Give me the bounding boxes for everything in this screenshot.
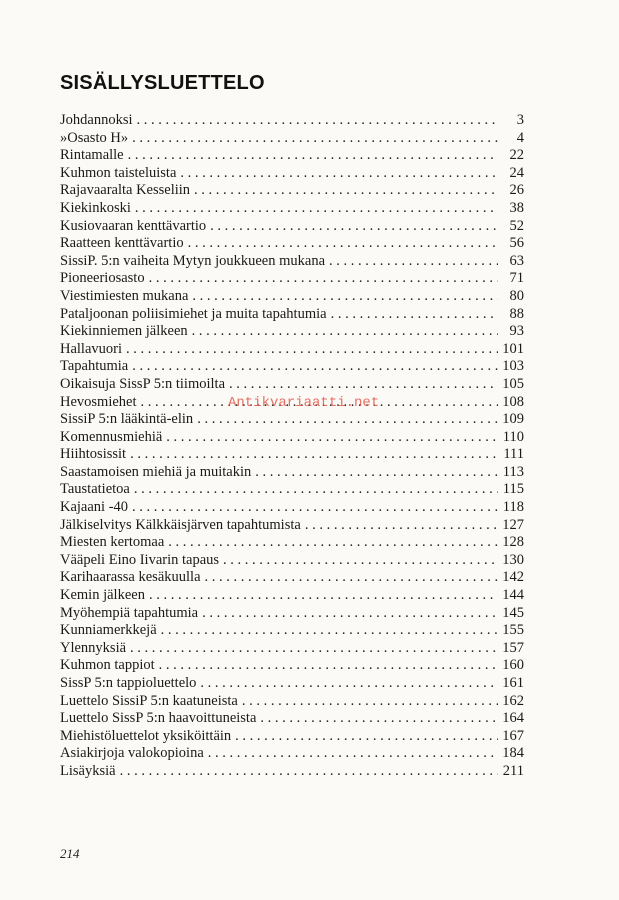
toc-entry [60, 499, 524, 517]
toc-leader-dots [200, 675, 498, 693]
toc-entry [60, 218, 524, 236]
toc-entry-page: 157 [502, 639, 524, 656]
toc-entry-page: 145 [502, 604, 524, 621]
toc-entry-page: 118 [502, 499, 524, 516]
toc-entry-page: 56 [509, 235, 524, 252]
toc-leader-dots [149, 270, 498, 288]
toc-entry [60, 341, 524, 359]
toc-entry [60, 200, 524, 218]
toc-leader-dots [202, 605, 498, 623]
toc-entry [60, 640, 524, 658]
toc-leader-dots [329, 253, 498, 271]
toc-leader-dots [188, 235, 498, 253]
toc-entry-title: Komennusmiehiä [60, 428, 163, 445]
toc-entry-page: 38 [509, 199, 524, 216]
toc-entry-title: Miesten kertomaa [60, 534, 165, 551]
toc-entry-title: Hevosmiehet [60, 393, 137, 410]
toc-entry-page: 93 [509, 323, 524, 340]
toc-entry [60, 710, 524, 728]
toc-entry [60, 693, 524, 711]
toc-entry-title: Raatteen kenttävartio [60, 235, 184, 252]
toc-leader-dots [128, 147, 498, 165]
toc-leader-dots [135, 200, 498, 218]
toc-entry-title: Oikaisuja SissP 5:n tiimoilta [60, 375, 226, 392]
toc-entry-title: Kajaani -40 [60, 499, 129, 516]
toc-entry [60, 481, 524, 499]
toc-entry-title: Kunniamerkkejä [60, 622, 157, 639]
toc-entry-title: »Osasto H» [60, 129, 129, 146]
toc-entry-title: Johdannoksi [60, 112, 133, 128]
toc-leader-dots [159, 657, 498, 675]
toc-entry [60, 675, 524, 693]
toc-entry-page: 63 [509, 252, 524, 269]
toc-entry-page: 109 [502, 411, 524, 428]
toc-entry-page: 127 [502, 516, 524, 533]
toc-entry-page: 26 [509, 182, 524, 199]
toc-entry-title: Myöhempiä tapahtumia [60, 604, 199, 621]
toc-leader-dots [149, 587, 498, 605]
toc-entry-title: Taustatietoa [60, 481, 130, 498]
toc-entry-page: 142 [502, 569, 524, 586]
toc-entry-title: Asiakirjoja valokopioina [60, 745, 204, 762]
toc-leader-dots [120, 763, 498, 781]
toc-entry-title: Lisäyksiä [60, 762, 116, 779]
toc-entry-page: 144 [502, 587, 524, 604]
toc-entry [60, 411, 524, 429]
toc-entry [60, 622, 524, 640]
toc-leader-dots [260, 710, 498, 728]
toc-leader-dots [331, 306, 498, 324]
toc-entry-page: 184 [502, 745, 524, 762]
toc-entry [60, 745, 524, 763]
toc-entry [60, 517, 524, 535]
toc-leader-dots [166, 429, 498, 447]
toc-leader-dots [255, 464, 498, 482]
toc-leader-dots [132, 499, 498, 517]
toc-entry-title: SissiP 5:n lääkintä-elin [60, 411, 194, 428]
toc-entry-title: Hallavuori [60, 340, 123, 357]
toc-leader-dots [161, 622, 498, 640]
toc-entry-page: 103 [502, 358, 524, 375]
toc-entry-page: 113 [502, 463, 524, 480]
toc-entry [60, 270, 524, 288]
toc-entry [60, 464, 524, 482]
toc-entry-title: Hiihtosissit [60, 446, 127, 463]
toc-entry [60, 446, 524, 464]
toc-entry-page: 110 [502, 428, 524, 445]
toc-leader-dots [197, 411, 498, 429]
toc-entry-title: Karihaarassa kesäkuulla [60, 569, 201, 586]
toc-entry-page: 22 [509, 147, 524, 164]
toc-entry-title: SissiP. 5:n vaiheita Mytyn joukkueen mukana [60, 252, 326, 269]
toc-entry-title: Jälkiselvitys Kälkkäisjärven tapahtumista [60, 516, 301, 533]
toc-entry-title: Rintamalle [60, 147, 124, 164]
toc-entry [60, 235, 524, 253]
toc-entry-page: 80 [509, 287, 524, 304]
toc-entry-title: Kemin jälkeen [60, 587, 145, 604]
toc-leader-dots [126, 341, 498, 359]
toc-entry-page: 167 [502, 727, 524, 744]
toc-entry [60, 429, 524, 447]
toc-entry-page: 164 [502, 710, 524, 727]
toc-entry [60, 253, 524, 271]
toc-entry-page: 130 [502, 551, 524, 568]
toc-entry-title: Luettelo SissP 5:n haavoittuneista [60, 710, 257, 727]
toc-leader-dots [134, 481, 498, 499]
toc-entry-page: 211 [502, 762, 524, 779]
toc-entry-page: 3 [516, 112, 524, 128]
toc-entry [60, 288, 524, 306]
toc-entry [60, 306, 524, 324]
table-of-contents [60, 112, 524, 781]
page-number: 214 [60, 846, 80, 861]
toc-leader-dots [180, 165, 498, 183]
toc-entry-title: Saastamoisen miehiä ja muitakin [60, 463, 252, 480]
toc-entry-title: SissP 5:n tappioluettelo [60, 675, 197, 691]
toc-leader-dots [223, 552, 498, 570]
toc-entry [60, 763, 524, 781]
toc-leader-dots [194, 182, 498, 200]
watermark: Antikvariaatti.net [228, 395, 380, 411]
toc-entry-page: 162 [502, 692, 524, 709]
toc-entry-page: 88 [509, 305, 524, 322]
toc-leader-dots [210, 218, 498, 236]
toc-entry-page: 128 [502, 534, 524, 551]
toc-entry-page: 161 [502, 675, 524, 691]
toc-entry-page: 155 [502, 622, 524, 639]
toc-entry-title: Pioneeriosasto [60, 270, 145, 287]
toc-leader-dots [130, 446, 498, 464]
toc-entry [60, 358, 524, 376]
toc-entry-page: 108 [502, 393, 524, 410]
toc-entry [60, 323, 524, 341]
toc-entry-page: 115 [502, 481, 524, 498]
toc-entry [60, 130, 524, 148]
toc-entry-title: Viestimiesten mukana [60, 287, 189, 304]
toc-entry-title: Rajavaaralta Kesseliin [60, 182, 191, 199]
toc-entry-title: Luettelo SissiP 5:n kaatuneista [60, 692, 238, 709]
toc-leader-dots [205, 569, 498, 587]
toc-entry-title: Vääpeli Eino Iivarin tapaus [60, 551, 220, 568]
toc-entry-page: 4 [516, 129, 524, 146]
page-title: SISÄLLYSLUETTELO [60, 72, 265, 94]
toc-leader-dots [137, 112, 499, 130]
toc-entry-page: 160 [502, 657, 524, 674]
toc-entry [60, 605, 524, 623]
toc-leader-dots [235, 728, 498, 746]
toc-entry-title: Kiekinkoski [60, 199, 131, 216]
toc-leader-dots [305, 517, 498, 535]
toc-entry-title: Kusiovaaran kenttävartio [60, 217, 207, 234]
toc-entry-page: 111 [503, 446, 524, 463]
toc-entry-page: 52 [509, 217, 524, 234]
toc-entry-title: Pataljoonan poliisimiehet ja muita tapahtumia [60, 305, 327, 322]
toc-entry [60, 587, 524, 605]
toc-entry-page: 105 [502, 375, 524, 392]
toc-entry-title: Kiekinniemen jälkeen [60, 323, 188, 340]
toc-entry-page: 24 [509, 164, 524, 181]
toc-leader-dots [242, 693, 498, 711]
toc-entry [60, 147, 524, 165]
toc-leader-dots [192, 288, 498, 306]
toc-entry [60, 657, 524, 675]
toc-entry-title: Tapahtumia [60, 358, 129, 375]
toc-entry [60, 376, 524, 394]
toc-leader-dots [130, 640, 498, 658]
toc-entry [60, 552, 524, 570]
toc-entry [60, 182, 524, 200]
toc-leader-dots [192, 323, 498, 341]
toc-entry-title: Kuhmon taisteluista [60, 164, 177, 181]
toc-entry-page: 101 [502, 340, 524, 357]
toc-entry [60, 165, 524, 183]
toc-entry [60, 112, 524, 130]
toc-entry [60, 534, 524, 552]
toc-leader-dots [168, 534, 498, 552]
toc-leader-dots [229, 376, 498, 394]
toc-entry-page: 71 [509, 270, 524, 287]
toc-entry-title: Kuhmon tappiot [60, 657, 155, 674]
toc-entry [60, 569, 524, 587]
toc-entry-title: Miehistöluettelot yksiköittäin [60, 727, 232, 744]
toc-entry [60, 728, 524, 746]
toc-entry-title: Ylennyksiä [60, 639, 127, 656]
toc-leader-dots [132, 130, 498, 148]
toc-leader-dots [132, 358, 498, 376]
toc-leader-dots [208, 745, 498, 763]
